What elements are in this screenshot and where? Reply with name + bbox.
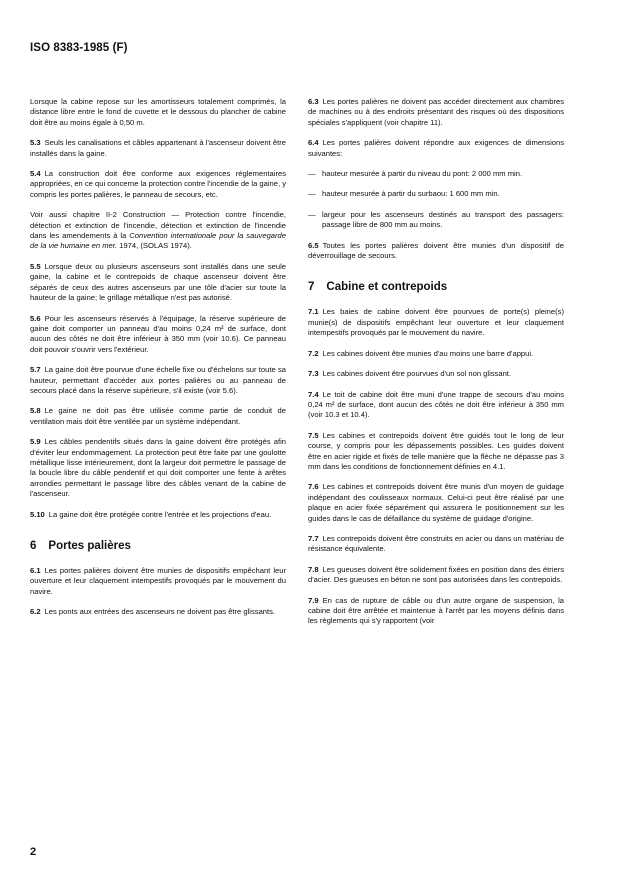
clause-6-3 (308, 97, 564, 128)
paragraph-intro: Lorsque la cabine repose sur les amortisseurs totalement comprimés, la distance libre entre le fond de cuvette et le dessous du plancher de cabine doit être au moins égale à 0,50 m. (30, 97, 286, 127)
note-text: Voir aussi chapitre II-2 Construction — Protection contre l'incendie, détection et extinction de l'incendie, détection et extinction de l'incendie dans les amendements à la (30, 210, 286, 241)
dash-marker: — (308, 169, 316, 179)
dimension-text: hauteur mesurée à partir du surbaou: 1 600 mm min. (322, 189, 500, 199)
section-title: Portes palières (48, 540, 131, 552)
page-number: 2 (30, 846, 37, 858)
clause-text: Les ponts aux entrées des ascenseurs ne doivent pas être glissants. (44, 607, 276, 617)
clause-text: Les portes palières ne doivent pas accéder directement aux chambres de machines ou à des endroits présentant des risques où des dispositions spéciales s'appliquent (voir chapitre 11). (308, 97, 564, 127)
clause-6-4 (308, 138, 564, 159)
section-title: Cabine et contrepoids (326, 281, 448, 294)
clause-number: 6.1 (30, 566, 41, 575)
clause-5-4 (30, 169, 286, 200)
clause-text: Les cabines et contrepoids doivent être munis d'un moyen de guidage indépendant des coulisseaux normaux. Celui-ci peut être réalisé par une plaque en acier fixée séparément qui assurera le positionnement sur les guides dans le cas de défaillance du système de guidage d'origine. (308, 482, 564, 523)
clause-text: Les portes palières doivent répondre aux exigences de dimensions suivantes: (308, 138, 564, 158)
clause-text: Lorsque deux ou plusieurs ascenseurs sont installés dans une seule gaine, la cabine et le contrepoids de chaque ascenseur doivent être séparés de ceux des autres ascenseurs par une tôle d'acier sur toute la hauteur de la gaine; le grillage métallique n'est pas autorisé. (30, 261, 286, 303)
clause-7-5 (308, 431, 564, 473)
clause-number: 7.2 (308, 348, 319, 358)
section-number: 7 (308, 281, 315, 294)
clause-text: Le gaine ne doit pas être utilisée comme partie de conduit de ventilation mais doit être ventilée par un système indépendant. (30, 406, 286, 426)
note-tail: 1974, (SOLAS 1974). (119, 241, 192, 251)
clause-7-7 (308, 534, 564, 555)
dimension-item (308, 210, 564, 231)
clause-text: Les cabines doivent être munies d'au moins une barre d'appui. (322, 348, 534, 358)
section-number: 6 (30, 540, 37, 552)
clause-text: Les cabines et contrepoids doivent être guidés tout le long de leur course, y compris pour les dépassements possibles. Les guides doivent être en acier rigide et fixés de telle manière que la flèche ne dépasse pas 3 mm dans les conditions de fonctionnement définies en 4.1. (308, 430, 564, 471)
section-6-heading (30, 540, 286, 552)
clause-text: Les contrepoids doivent être construits en acier ou dans un matériau de résistance équivalente. (308, 533, 564, 554)
clause-text: La gaine doit être pourvue d'une échelle fixe ou d'échelons sur toute sa hauteur, permettant d'accéder aux portes palières ou au panneau de secours placé dans la réserve supérieure, s'il existe (voir 5.6). (30, 365, 286, 395)
clause-text: Le toit de cabine doit être muni d'une trappe de secours d'au moins 0,24 m² de surface, dont aucun des côtés ne doit être inférieur à 350 mm (voir 10.3 et 10.4). (308, 389, 564, 420)
clause-text: En cas de rupture de câble ou d'un autre organe de suspension, la cabine doit être arrêtée et maintenue à l'arrêt par les moyens définis dans les règlements qui s'y rapportent (voir (308, 595, 564, 626)
clause-5-10 (30, 510, 286, 520)
dash-marker: — (308, 209, 316, 219)
clause-number: 6.4 (308, 138, 319, 148)
clause-text: Les cabines doivent être pourvues d'un sol non glissant. (322, 369, 512, 379)
clause-number: 5.5 (30, 261, 41, 271)
left-column (30, 97, 286, 628)
clause-text: Les baies de cabine doivent être pourvues de porte(s) pleine(s) munie(s) de dispositifs empêchant leur ouverture et leur claquement intempestifs provoqués par le mouvement du navire. (308, 307, 564, 338)
clause-number: 5.10 (30, 509, 45, 519)
clause-number: 7.4 (308, 389, 319, 399)
clause-text: Toutes les portes palières doivent être munies d'un dispositif de déverrouillage de secours. (308, 240, 564, 261)
dash-marker: — (308, 189, 316, 199)
clause-number: 7.1 (308, 307, 319, 317)
clause-text: Pour les ascenseurs réservés à l'équipage, la réserve supérieure de gaine doit comporter un panneau d'au moins 0,24 m² de surface, dont aucun des côtés ne doit être inférieur à 350 mm (voir 10.6). Ce panneau doit pouvoir s'ouvrir vers l'extérieur. (30, 313, 286, 354)
clause-5-9 (30, 437, 286, 499)
clause-number: 7.7 (308, 533, 319, 543)
clause-5-7 (30, 365, 286, 396)
section-7-heading (308, 281, 564, 293)
clause-7-6 (308, 482, 564, 524)
document-header: ISO 8383-1985 (F) (30, 42, 128, 54)
clause-number: 7.5 (308, 430, 319, 440)
clause-5-3 (30, 138, 286, 159)
clause-text: Les câbles pendentifs situés dans la gaine doivent être protégés afin d'éviter leur endommagement. La protection peut être faite par une goulotte métallique lisse intérieurement, dont la largeur doit permettre le passage de la boucle libre du câble pendentif et qui doit comporter une fente à arêtes arrondies permettant le passage libre des câbles venant de la cabine de l'ascenseur. (30, 437, 286, 499)
clause-6-2 (30, 607, 286, 617)
clause-7-4 (308, 390, 564, 421)
clause-number: 5.8 (30, 406, 41, 416)
clause-text: Les portes palières doivent être munies de dispositifs empêchant leur ouverture et leur claquement intempestifs provoqués par le mouvement du navire. (30, 566, 286, 596)
clause-number: 5.7 (30, 365, 41, 375)
clause-text: La gaine doit être protégée contre l'entrée et les projections d'eau. (48, 509, 272, 519)
clause-number: 6.5 (308, 240, 319, 250)
clause-7-3 (308, 369, 564, 379)
dimension-text: largeur pour les ascenseurs destinés au transport des passagers: passage libre de 800 mm au moins. (322, 209, 564, 230)
clause-6-1 (30, 566, 286, 597)
right-column (308, 97, 564, 637)
clause-text: La construction doit être conforme aux exigences réglementaires appropriées, en ce qui concerne la protection contre l'incendie de la gaine, y compris les portes palières, le panneau de secours, etc. (30, 169, 287, 199)
clause-number: 7.6 (308, 482, 319, 492)
clause-number: 7.9 (308, 595, 319, 605)
dimension-text: hauteur mesurée à partir du niveau du pont: 2 000 mm min. (322, 169, 523, 179)
clause-number: 5.6 (30, 313, 41, 323)
clause-text: Les gueuses doivent être solidement fixées en position dans des étriers d'acier. Des gueuses en béton ne sont pas autorisées dans les contrepoids. (308, 564, 564, 585)
clause-5-6 (30, 314, 286, 356)
convention-title: Convention internationale pour la sauvegarde de la vie humaine en mer. (30, 231, 286, 251)
clause-number: 5.3 (30, 138, 41, 148)
clause-number: 5.4 (30, 169, 41, 179)
clause-7-9 (308, 596, 564, 627)
clause-5-8 (30, 406, 286, 427)
clause-6-5 (308, 241, 564, 262)
clause-7-8 (308, 565, 564, 586)
clause-5-4-note (30, 210, 286, 252)
clause-7-2 (308, 349, 564, 359)
dimension-item (308, 189, 564, 199)
clause-5-5 (30, 262, 286, 304)
clause-text: Seuls les canalisations et câbles appartenant à l'ascenseur doivent être installés dans la gaine. (30, 138, 286, 158)
clause-number: 7.8 (308, 564, 319, 574)
clause-number: 5.9 (30, 437, 41, 447)
dimension-item (308, 169, 564, 179)
clause-number: 7.3 (308, 369, 319, 379)
clause-7-1 (308, 307, 564, 338)
clause-number: 6.3 (308, 97, 319, 106)
clause-number: 6.2 (30, 607, 41, 617)
